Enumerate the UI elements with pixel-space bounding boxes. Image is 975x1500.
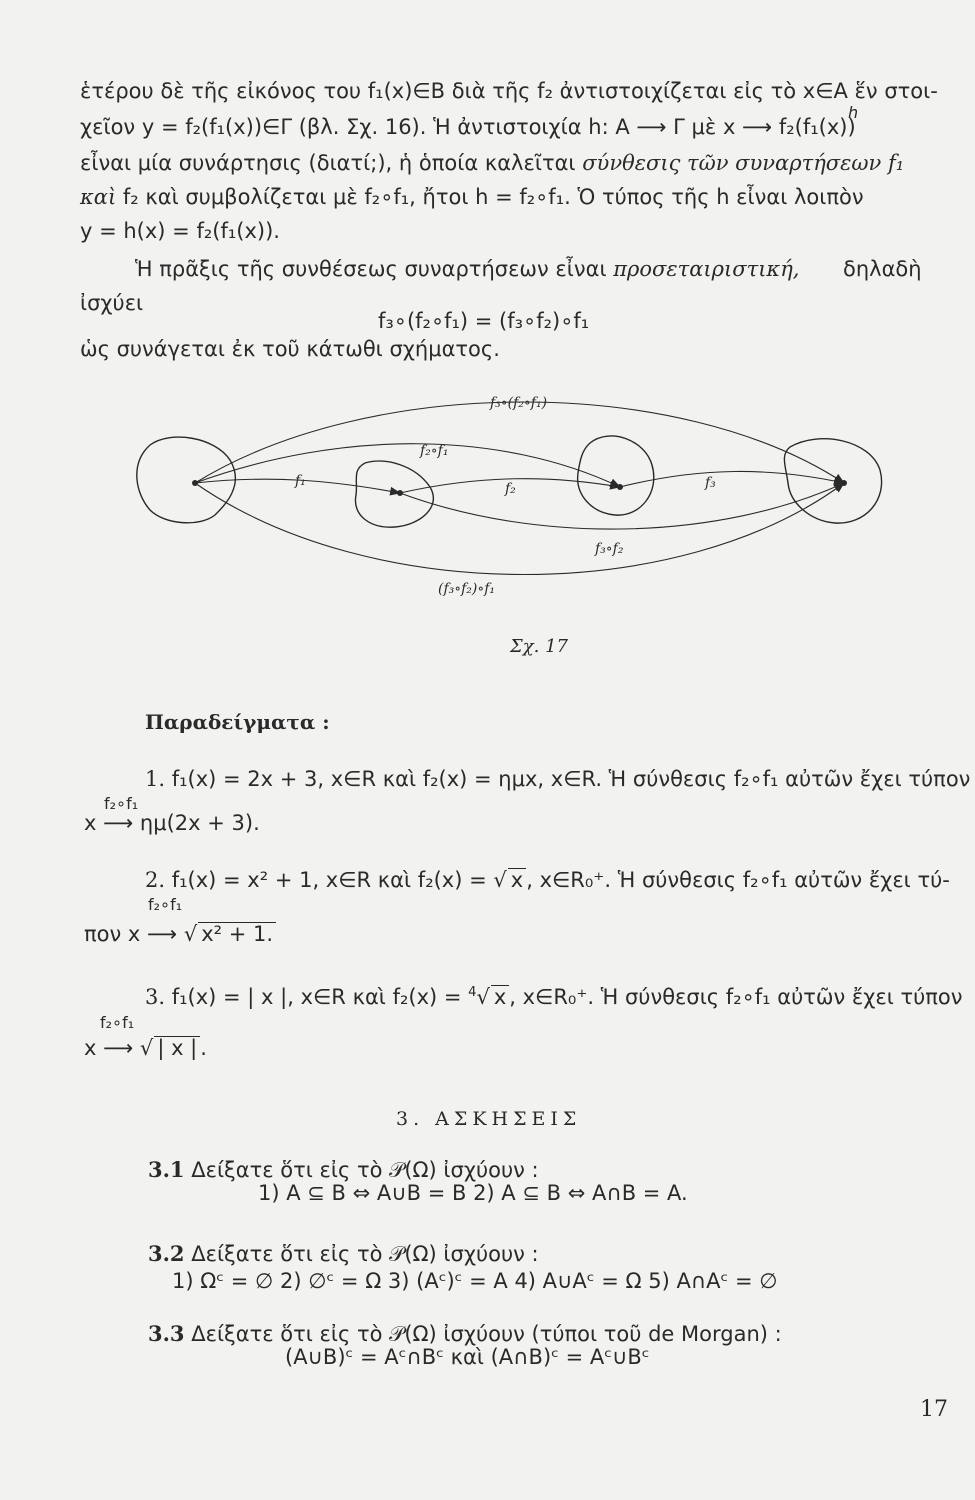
map-label: f₂∘f₁	[100, 1013, 135, 1032]
arrow-top-composite	[195, 402, 844, 483]
root-index: 4	[468, 985, 477, 1000]
label-f2: f₂	[505, 481, 516, 497]
text-span: Δείξατε ὅτι εἰς τὸ 𝒫(Ω) ἰσχύουν :	[191, 1242, 539, 1266]
exercise-3-1-formula: 1) A ⊆ B ⇔ A∪B = B 2) A ⊆ B ⇔ A∩B = A.	[258, 1181, 688, 1205]
exercise-number: 3.3	[148, 1321, 185, 1346]
exercises-heading: 3. ΑΣΚΗΣΕΙΣ	[396, 1108, 582, 1130]
text-line	[135, 258, 799, 281]
arrow-bottom-composite	[195, 483, 844, 575]
text-span: f₁(x) = x² + 1, x∈R καὶ f₂(x) =	[171, 868, 487, 892]
example-3-mapping	[84, 1036, 207, 1060]
radicand: | x |	[154, 1036, 200, 1060]
set-B-blob	[355, 461, 433, 527]
set-A-blob	[137, 437, 236, 523]
label-f2f1: f₂∘f₁	[420, 443, 449, 459]
radicand: x	[491, 985, 509, 1009]
text-line: ὡς συνάγεται ἐκ τοῦ κάτωθι σχήματος.	[80, 337, 500, 361]
example-number: 2.	[145, 868, 166, 892]
sqrt-icon: √	[139, 1036, 154, 1060]
text-line	[80, 186, 864, 209]
text-line	[80, 152, 904, 175]
emphasis-text: σύνθεσις τῶν συναρτήσεων f₁	[582, 151, 905, 175]
text-line: ἰσχύει	[80, 291, 144, 315]
text-line: ἑτέρου δὲ τῆς εἰκόνος του f₁(x)∈B διὰ τῆς f₂ ἀντιστοιχίζεται εἰς τὸ x∈A ἕν στοι-	[80, 79, 938, 103]
text-span: f₁(x) = | x |, x∈R καὶ f₂(x) =	[171, 985, 462, 1009]
text-line: y = h(x) = f₂(f₁(x)).	[80, 219, 280, 243]
text-span: Δείξατε ὅτι εἰς τὸ 𝒫(Ω) ἰσχύουν :	[191, 1158, 539, 1182]
exercise-3-2	[148, 1242, 539, 1266]
text-span: f₁(x) = 2x + 3, x∈R καὶ f₂(x) = ημx, x∈R. Ἡ σύνθεσις f₂∘f₁ αὐτῶν ἔχει τύπον	[171, 767, 971, 791]
exercise-number: 3.2	[148, 1241, 185, 1266]
text-span: f₂ καὶ συμβολίζεται μὲ f₂∘f₁, ἤτοι h = f₂∘f₁. Ὁ τύπος τῆς h εἶναι λοιπὸν	[122, 185, 864, 209]
example-2-line	[145, 868, 950, 892]
text-span: , x∈R₀⁺. Ἡ σύνθεσις f₂∘f₁ αὐτῶν ἔχει τύ-	[526, 868, 950, 892]
example-number: 1.	[145, 767, 166, 791]
associativity-formula: f₃∘(f₂∘f₁) = (f₃∘f₂)∘f₁	[378, 309, 590, 333]
sqrt-icon: √	[476, 985, 490, 1009]
text-span: , x∈R₀⁺. Ἡ σύνθεσις f₂∘f₁ αὐτῶν ἔχει τύπον	[509, 985, 963, 1009]
map-arrow-icon: ⟶	[103, 1036, 134, 1060]
exercise-3-1	[148, 1158, 539, 1182]
map-label: f₂∘f₁	[104, 794, 139, 813]
composition-diagram	[120, 375, 900, 635]
label-f3f2: f₃∘f₂	[595, 541, 624, 557]
text-span: x	[84, 811, 97, 835]
exercise-3-3-formula: (A∪B)ᶜ = Aᶜ∩Bᶜ καὶ (A∩B)ᶜ = Aᶜ∪Bᶜ	[285, 1345, 650, 1369]
label-bottom-composite: (f₃∘f₂)∘f₁	[438, 581, 496, 597]
text-span: ημ(2x + 3).	[139, 811, 260, 835]
example-1-line	[145, 768, 970, 791]
text-span: εἶναι μία συνάρτησις (διατί;), ἡ ὁποία καλεῖται	[80, 151, 576, 175]
radicand: x	[508, 868, 526, 892]
radicand: x² + 1.	[198, 922, 276, 946]
emphasis-text: προσεταιριστική,	[613, 257, 800, 281]
page-number: 17	[920, 1397, 948, 1422]
text-span: Ἡ πρᾶξις τῆς συνθέσεως συναρτήσεων εἶναι	[135, 257, 607, 281]
exercise-3-3	[148, 1322, 782, 1346]
arrow-label: h	[848, 103, 859, 122]
example-3-line	[145, 985, 963, 1009]
emphasis-text: καὶ	[80, 185, 117, 209]
text-line: χεῖον y = f₂(f₁(x))∈Γ (βλ. Σχ. 16). Ἡ ἀντιστοιχία h: A ⟶ Γ μὲ x ⟶ f₂(f₁(x))	[80, 115, 856, 139]
example-1-mapping	[84, 812, 260, 835]
sqrt-icon: √	[493, 868, 507, 892]
figure-caption: Σχ. 17	[510, 636, 568, 657]
map-arrow-icon: ⟶	[147, 922, 178, 946]
text-span: Δείξατε ὅτι εἰς τὸ 𝒫(Ω) ἰσχύουν (τύποι τοῦ de Morgan) :	[191, 1322, 782, 1346]
exercise-number: 3.1	[148, 1157, 185, 1182]
map-label: f₂∘f₁	[148, 895, 183, 914]
text-span: x	[127, 922, 141, 946]
label-f1: f₁	[295, 473, 306, 489]
examples-heading: Παραδείγματα :	[145, 710, 330, 734]
exercise-3-2-formula: 1) Ωᶜ = ∅ 2) ∅ᶜ = Ω 3) (Aᶜ)ᶜ = A 4) A∪Aᶜ = Ω 5) A∩Aᶜ = ∅	[172, 1269, 778, 1293]
set-Gamma-blob	[578, 436, 654, 515]
label-top-composite: f₃∘(f₂∘f₁)	[490, 395, 548, 411]
text-line: δηλαδὴ	[843, 257, 922, 281]
map-arrow-icon: ⟶	[103, 811, 134, 835]
text-span: x	[84, 1036, 97, 1060]
text-span: .	[200, 1036, 207, 1060]
example-2-mapping	[84, 922, 276, 946]
label-f3: f₃	[705, 475, 716, 491]
sqrt-icon: √	[183, 922, 198, 946]
text-span: πον	[84, 922, 122, 946]
example-number: 3.	[145, 985, 166, 1009]
